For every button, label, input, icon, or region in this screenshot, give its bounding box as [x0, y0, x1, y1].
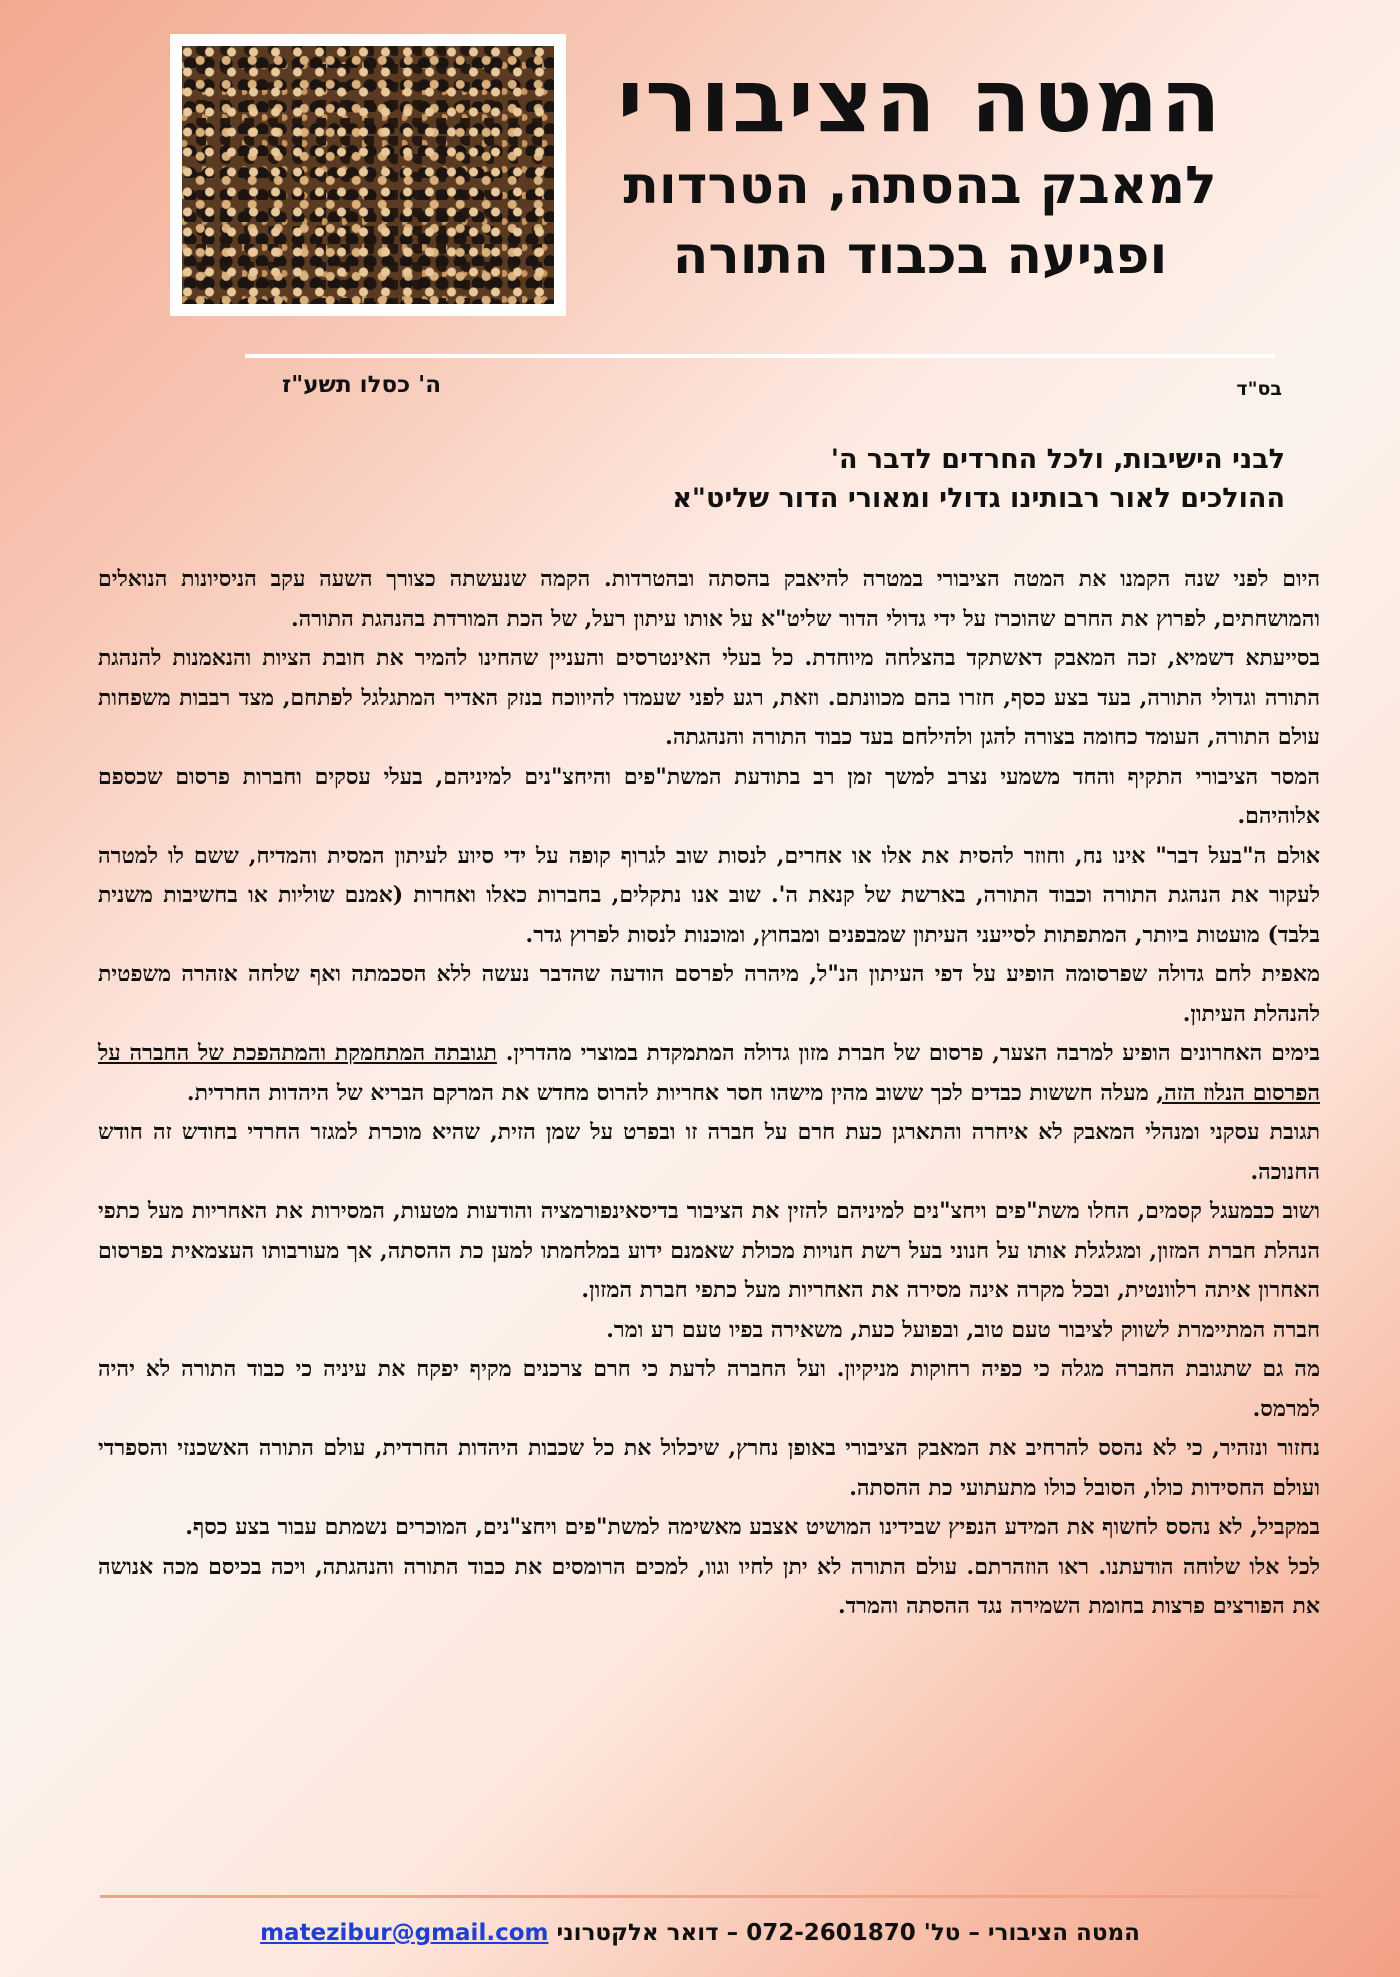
address-line1: לבני הישיבות, ולכל החרדים לדבר ה' [830, 444, 1285, 475]
letter-date: ה' כסלו תשע"ז [282, 372, 441, 398]
footer-email-link[interactable]: matezibur@gmail.com [260, 1920, 549, 1946]
body-paragraph-9 [98, 1311, 1320, 1351]
body-paragraph-9-a: חברה המתיימרת לשווק לציבור [1058, 1316, 1320, 1343]
body-paragraph-3: המסר הציבורי התקיף והחד משמעי נצרב למשך זמן רב בתודעת המשת"פים והיחצ"נים למיניהם, בעלי עסקים וחברות פרסום שכספם אלוהיהם. [98, 763, 1320, 829]
body-paragraph-8: ושוב כבמעגל קסמים, החלו משת"פים ויחצ"נים למיניהם להזין את הציבור בדיסאינפורמציה והודעות מטעות, המסירות את האחריות מעל כתפי הנהלת חברת המזון, ומגלגלת אותו על חנוני בעל רשת חנויות מכולת שאמנם ידוע במלחמתו למען כת ההסתה, אך מעורבותו העצמאית בפרסום האחרון איתה רלוונטית, ובכל מקרה אינה מסירה את האחריות מעל כתפי חברת המזון. [98, 1198, 1320, 1303]
body-paragraph-7: תגובת עסקני ומנהלי המאבק לא איחרה והתארגן כעת חרם על חברה זו ובפרט על שמן הזית, שהיא מוכרת למגזר החרדי בחודש זה חודש החנוכה. [98, 1119, 1320, 1185]
body-paragraph-10: מה גם שתגובת החברה מגלה כי כפיה רחוקות מניקיון. ועל החברה לדעת כי חרם צרכנים מקיף יפקח את עיניה כי כבוד התורה לא יהיה למרמס. [98, 1356, 1320, 1422]
body-paragraph-1: היום לפני שנה הקמנו את המטה הציבורי במטרה להיאבק בהסתה ובהטרדות. הקמה שנעשתה כצורך השעה עקב הניסיונות הנואלים והמושחתים, לפרוץ את החרם שהוכרז על ידי גדולי הדור שליט"א על אותו עיתון רעל, של הכת המורדת בהנהגת התורה. [98, 566, 1320, 632]
address-line2: ההולכים לאור רבותינו גדולי ומאורי הדור שליט"א [672, 483, 1285, 515]
masthead [590, 50, 1250, 292]
body-paragraph-4: אולם ה"בעל דבר" אינו נח, וחוזר להסית את אלו או אחרים, לנסות שוב לגרוף קופה על ידי סיוע לעיתון המסית והמדיח, ששם לו למטרה לעקור את הנהגת התורה וכבוד התורה, בארשת של קנאת ה'. שוב אנו נתקלים, בחברות כאלו ואחרות (אמנם שוליות או בחשיבות משנית בלבד) מועטות ביותר, המתפתות לסייעני העיתון שמבפנים ומבחוץ, ומוכנות לנסות לפרוץ גדר. [98, 842, 1320, 948]
footer-org: המטה הציבורי [987, 1920, 1140, 1946]
bsd-mark: בס"ד [1236, 378, 1282, 400]
footer-email-label: דואר אלקטרוני [556, 1920, 719, 1946]
footer-divider [100, 1895, 1320, 1898]
body-paragraph-6-intro: בימים האחרונים הופיע למרבה הצער, פרסום של חברת מזון גדולה המתמקדת במוצרי מהדרין. [505, 1040, 1320, 1066]
header-photo [170, 34, 566, 316]
body-paragraph-12: במקביל, לא נהסס לחשוף את המידע הנפיץ שבידינו המושיט אצבע מאשימה למשת"פים ויחצ"נים, המוכרים נשמתם עבור בצע כסף. [185, 1514, 1320, 1540]
body-paragraph-5: מאפית לחם גדולה שפרסומה הופיע על דפי העיתון הנ"ל, מיהרה לפרסם הודעה שהדבר נעשה ללא הסכמתה ואף שלחה אזהרה משפטית להנהלת העיתון. [98, 961, 1320, 1027]
footer-phone-label: טל' [923, 1920, 961, 1946]
header-divider [245, 354, 1275, 358]
masthead-subtitle-line1: למאבק בהסתה, הטרדות [623, 156, 1217, 217]
masthead-title: המטה הציבורי [617, 49, 1223, 152]
body-paragraph-6-rest: מעלה חששות כבדים לכך ששוב מהין מישהו חסר אחריות להרוס מחדש את המרקם הבריא של היהדות החרדית. [186, 1079, 1149, 1106]
body-paragraph-13: לכל אלו שלוחה הודעתנו. ראו הוזהרתם. עולם התורה לא יתן לחיו וגוו, למכים הרומסים את כבוד התורה והנהגתה, ויכה בכיסם מכה אנושה את הפורצים פרצות בחומת השמירה נגד ההסתה והמרד. [98, 1553, 1320, 1619]
footer-contact [0, 1920, 1400, 1946]
bad-taste-phrase: טעם רע ומר. [606, 1316, 722, 1343]
footer-sep-2: – [726, 1920, 739, 1946]
body-paragraph-2: בסייעתא דשמיא, זכה המאבק דאשתקד בהצלחה מיוחדת. כל בעלי האינטרסים והעניין שהחינו להמיר את חובת הציות והנאמנות להנהגת התורה וגדולי התורה, בעד בצע כסף, חזרו בהם מכוונתם. וזאת, רגע לפני שעמדו להיווכח בנזק האדיר המתגלגל לפתחם, מצד רבבות משפחות עולם התורה, העומד כחומה בצורה להגן ולהילחם בעד כבוד התורה והנהגתה. [98, 645, 1320, 750]
footer-phone: 072-2601870 [746, 1920, 916, 1946]
footer-sep-1: – [968, 1920, 980, 1946]
body-paragraph-11: נחזור ונזהיר, כי לא נהסס להרחיב את המאבק הציבורי באופן נחרץ, שיכלול את כל שכבות היהדות החרדית, עולם התורה האשכנזי והספרדי ועולם החסידות כולו, הסובל כולו מתעתועי כת ההסתה. [98, 1435, 1320, 1501]
body-paragraph-9-c: , ובפועל כעת, משאירה בפיו [729, 1316, 975, 1343]
masthead-subtitle-line2: ופגיעה בכבוד התורה [672, 226, 1168, 287]
body-paragraph-6 [98, 1034, 1320, 1113]
good-taste-phrase: טעם טוב [974, 1316, 1051, 1343]
crowd-image [182, 46, 554, 304]
body-paragraph-6-underlined: תגובתה המתחמקת והמתהפכת של החברה על הפרסום הנלוז הזה, [98, 1040, 1320, 1106]
letter-body [98, 560, 1320, 1627]
letter-address [385, 440, 1285, 518]
